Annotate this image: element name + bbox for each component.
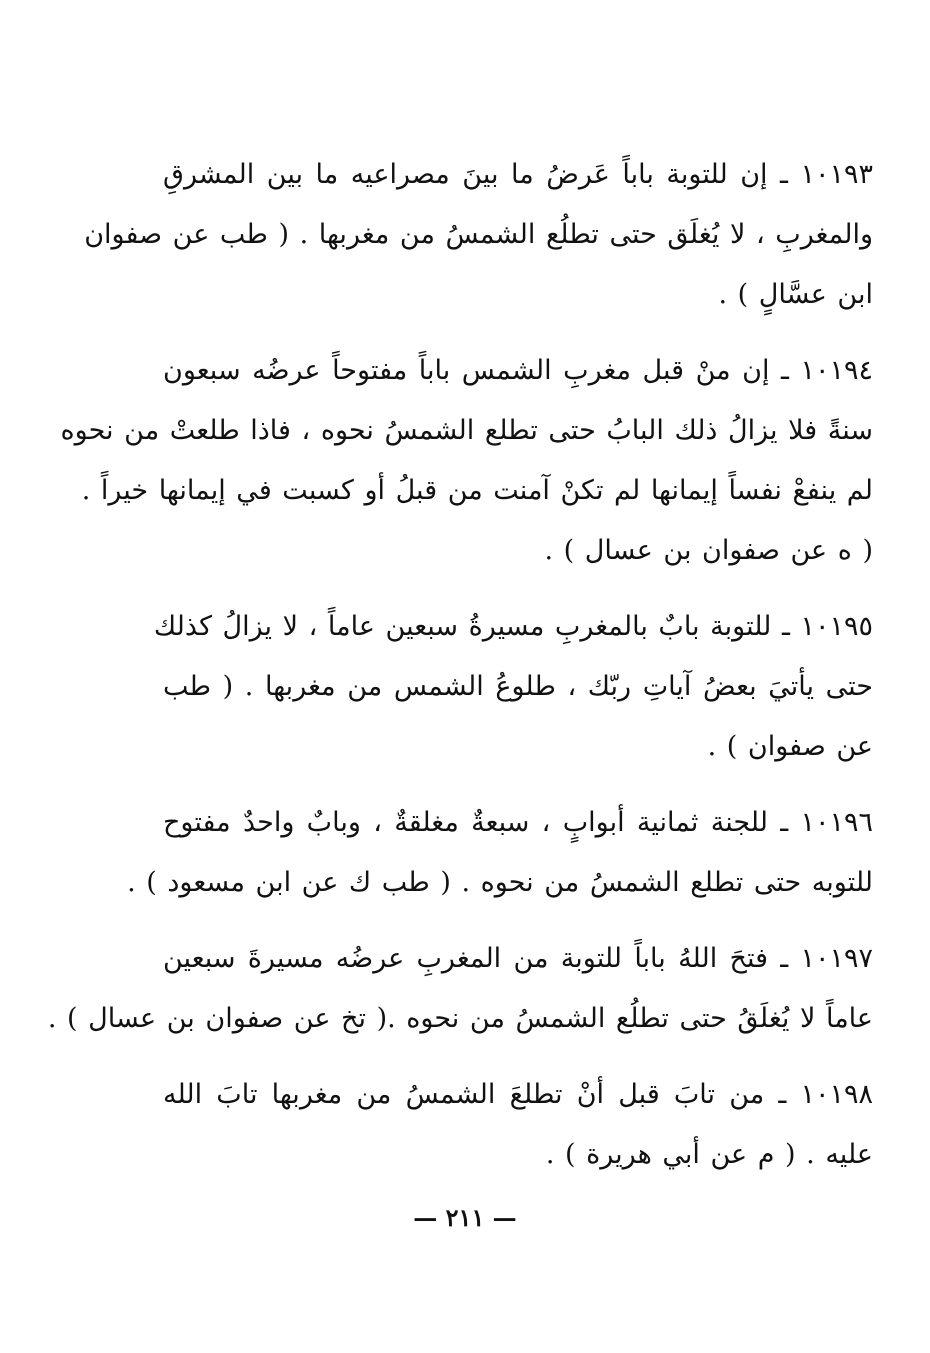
entry-line: ١٠١٩٧ ـ فتحَ اللهُ باباً للتوبة من المغربِ عرضُه مسيرةَ سبعين bbox=[163, 943, 873, 974]
hadith-entry bbox=[84, 145, 873, 325]
entry-line: لم ينفعْ نفساً إيمانها لم تكنْ آمنت من قبلُ أو كسبت في إيمانها خيراً . bbox=[81, 475, 873, 506]
hadith-entry bbox=[163, 1065, 873, 1185]
entry-line: ١٠١٩٥ ـ للتوبة بابٌ بالمغربِ مسيرةُ سبعين عاماً ، لا يزالُ كذلك bbox=[153, 611, 873, 642]
entry-line: حتى يأتيَ بعضُ آياتِ ربّك ، طلوعُ الشمس من مغربها . ( طب bbox=[163, 671, 873, 702]
entry-line: سنةً فلا يزالُ ذلك البابُ حتى تطلع الشمسُ نحوه ، فاذا طلعتْ من نحوه bbox=[60, 415, 873, 446]
hadith-entry bbox=[60, 341, 873, 581]
entry-line: ( ه عن صفوان بن عسال ) . bbox=[544, 535, 873, 566]
entry-line: ١٠١٩٣ ـ إن للتوبة باباً عَرضُ ما بينَ مصراعيه ما بين المشرقِ bbox=[163, 159, 873, 190]
entry-line: عن صفوان ) . bbox=[707, 731, 873, 762]
entry-line: للتوبه حتى تطلع الشمسُ من نحوه . ( طب ك عن ابن مسعود ) . bbox=[127, 867, 873, 898]
entry-line: ١٠١٩٦ ـ للجنة ثمانية أبوابٍ ، سبعةٌ مغلقةٌ ، وبابٌ واحدٌ مفتوح bbox=[163, 807, 873, 838]
hadith-entry bbox=[47, 929, 873, 1049]
hadith-entry bbox=[153, 597, 873, 777]
entry-line: ١٠١٩٤ ـ إن منْ قبل مغربِ الشمس باباً مفتوحاً عرضُه سبعون bbox=[163, 355, 873, 386]
entry-line: ابن عسَّالٍ ) . bbox=[718, 279, 873, 310]
entry-line: عليه . ( م عن أبي هريرة ) . bbox=[545, 1139, 873, 1170]
page-number: — ٢١١ — bbox=[413, 1203, 517, 1232]
entry-line: عاماً لا يُغلَقُ حتى تطلُع الشمسُ من نحوه .( تخ عن صفوان بن عسال ) . bbox=[47, 1003, 873, 1034]
hadith-entries bbox=[47, 145, 873, 1185]
hadith-entry bbox=[127, 793, 873, 913]
entry-line: ١٠١٩٨ ـ من تابَ قبل أنْ تطلعَ الشمسُ من مغربها تابَ الله bbox=[163, 1079, 873, 1110]
entry-line: والمغربِ ، لا يُغلَق حتى تطلُع الشمسُ من مغربها . ( طب عن صفوان bbox=[84, 219, 873, 250]
